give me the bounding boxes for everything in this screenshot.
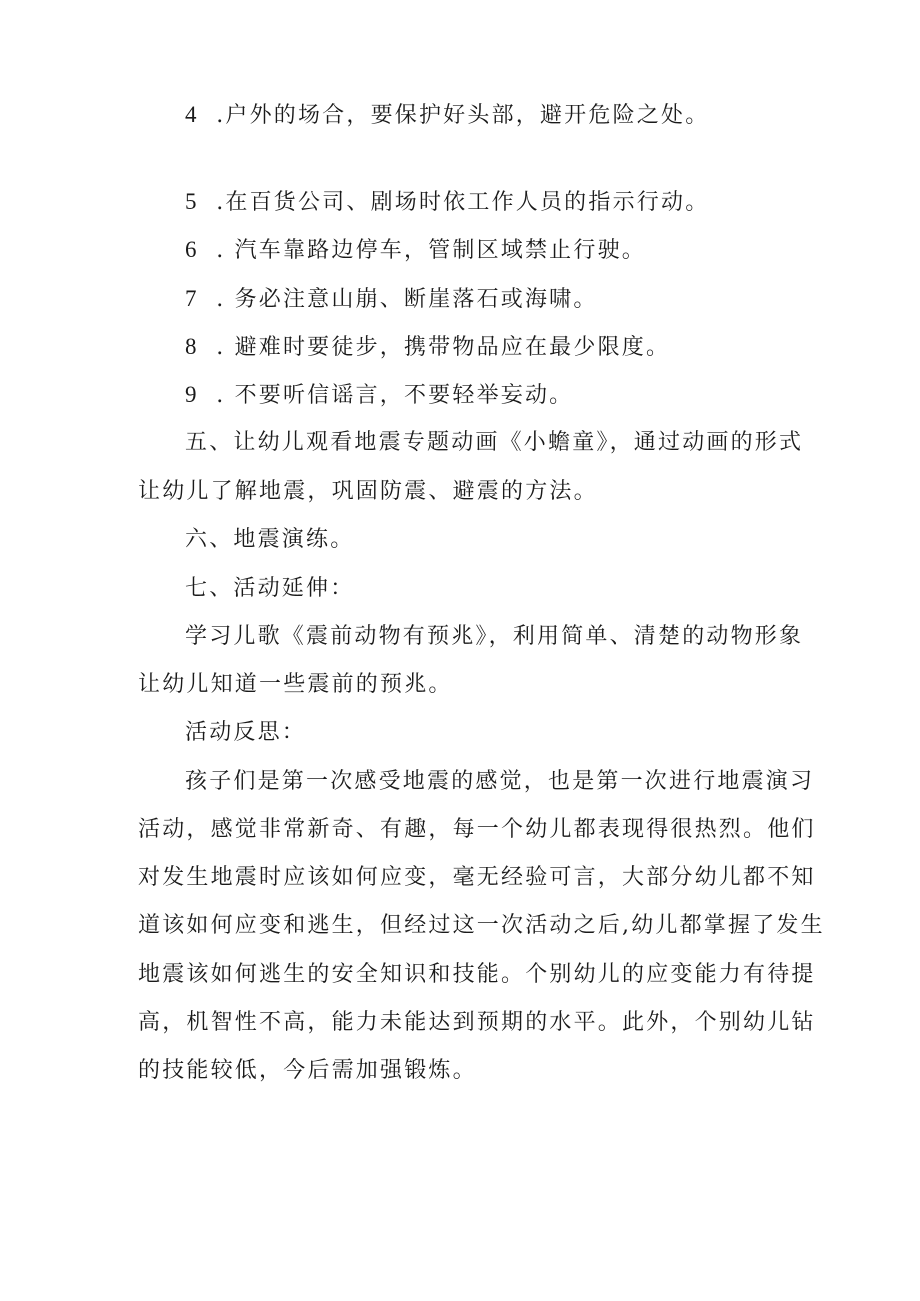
reflection-title: 活动反思： [185, 720, 307, 745]
reflection-line-7: 的技能较低，今后需加强锻炼。 [138, 1058, 477, 1083]
list-item-8 [185, 332, 670, 363]
reflection-line-5: 地震该如何逃生的安全知识和技能。个别幼儿的应变能力有待提 [138, 962, 816, 987]
item-text: . 务必注意山崩、断崖落石或海啸。 [207, 287, 598, 312]
reflection-line-3: 对发生地震时应该如何应变，毫无经验可言，大部分幼儿都不知 [138, 865, 816, 890]
section-six-heading: 六、地震演练。 [185, 527, 355, 552]
item-text: .户外的场合，要保护好头部，避开危险之处。 [207, 103, 710, 128]
extension-line-1: 学习儿歌《震前动物有预兆》，利用简单、清楚的动物形象 [185, 624, 804, 649]
reflection-line-1: 孩子们是第一次感受地震的感觉，也是第一次进行地震演习 [185, 769, 815, 794]
list-item-4 [185, 100, 709, 131]
item-number: 8 [185, 334, 197, 359]
item-number: 9 [185, 382, 197, 407]
list-item-6 [185, 235, 646, 266]
item-number: 4 [185, 102, 197, 127]
list-item-7 [185, 284, 598, 315]
item-text: . 不要听信谣言，不要轻举妄动。 [207, 383, 574, 408]
reflection-line-6: 高，机智性不高，能力未能达到预期的水平。此外，个别幼儿钻 [138, 1010, 816, 1035]
reflection-line-4: 道该如何应变和逃生，但经过这一次活动之后,幼儿都掌握了发生 [138, 913, 825, 938]
section-five-line-2: 让幼儿了解地震，巩固防震、避震的方法。 [138, 479, 598, 504]
section-seven-heading: 七、活动延伸： [185, 576, 355, 601]
section-five-line-1: 五、让幼儿观看地震专题动画《小蟾童》，通过动画的形式 [185, 430, 804, 455]
item-number: 5 [185, 189, 197, 214]
item-number: 7 [185, 286, 197, 311]
item-number: 6 [185, 237, 197, 262]
extension-line-2: 让幼儿知道一些震前的预兆。 [138, 672, 453, 697]
list-item-9 [185, 380, 573, 411]
reflection-line-2: 活动，感觉非常新奇、有趣，每一个幼儿都表现得很热烈。他们 [138, 817, 816, 842]
item-text: . 避难时要徒步，携带物品应在最少限度。 [207, 335, 671, 360]
item-text: . 汽车靠路边停车，管制区域禁止行驶。 [207, 238, 646, 263]
item-text: .在百货公司、剧场时依工作人员的指示行动。 [207, 190, 710, 215]
list-item-5 [185, 187, 709, 218]
